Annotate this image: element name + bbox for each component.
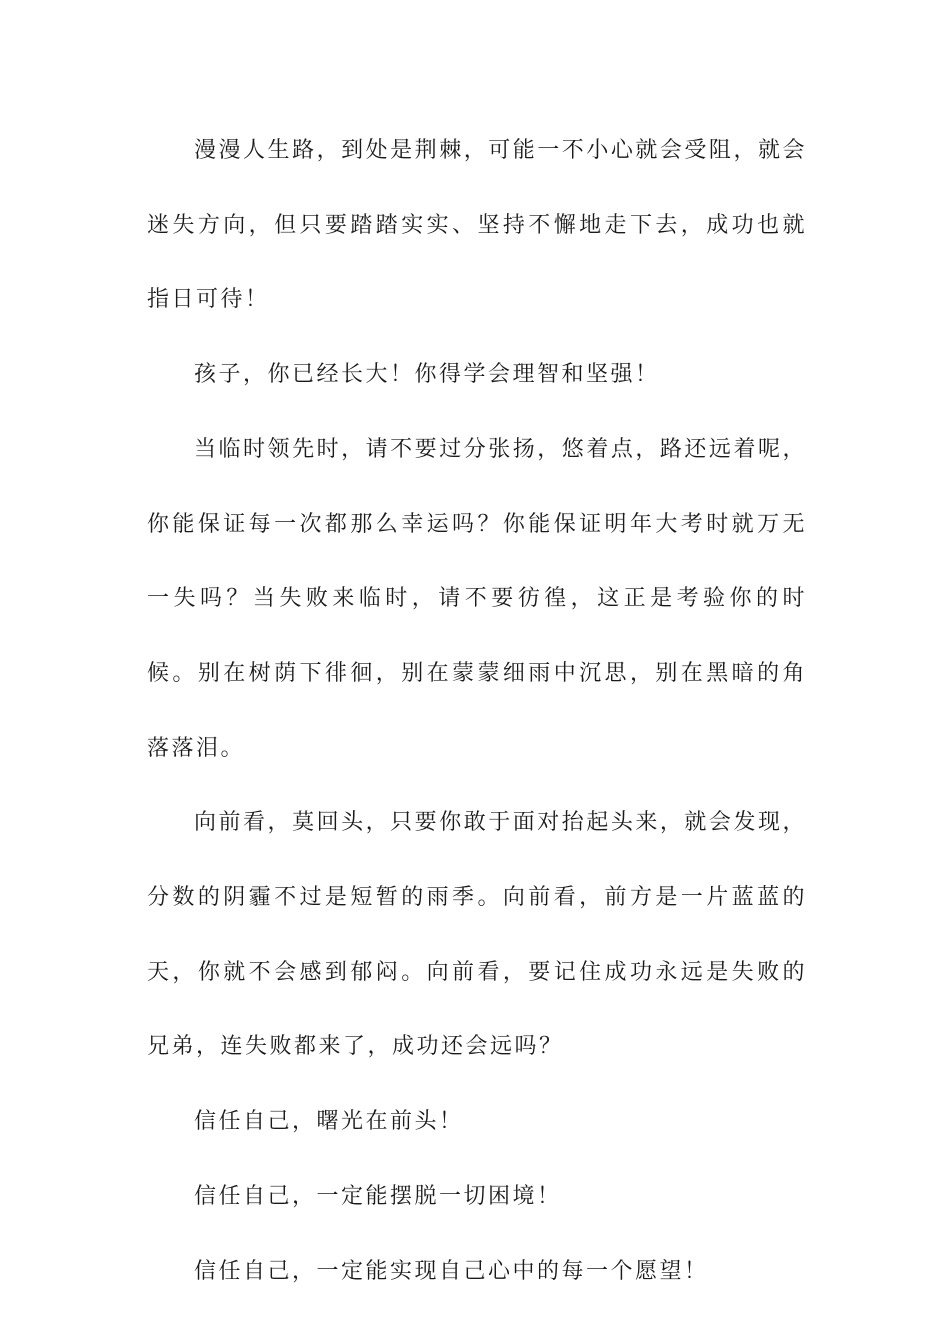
paragraph: 信任自己，一定能实现自己心中的每一个愿望！	[194, 1258, 709, 1284]
paragraph: 孩子，你已经长大！你得学会理智和坚强！	[194, 362, 660, 388]
document-body	[147, 114, 807, 1309]
paragraph: 漫漫人生路，到处是荆棘，可能一不小心就会受阻，就会迷失方向，但只要踏踏实实、坚持不懈地走下去，成功也就指日可待！	[147, 138, 807, 313]
paragraph: 向前看，莫回头，只要你敢于面对抬起头来，就会发现，分数的阴霾不过是短暂的雨季。向前看，前方是一片蓝蓝的天，你就不会感到郁闷。向前看，要记住成功永远是失败的兄弟，连失败都来了，成功还会远吗？	[147, 810, 807, 1060]
paragraph: 信任自己，曙光在前头！	[194, 1109, 464, 1135]
paragraph: 信任自己，一定能摆脱一切困境！	[194, 1183, 562, 1209]
paragraph: 当临时领先时，请不要过分张扬，悠着点，路还远着呢，你能保证每一次都那么幸运吗？你能保证明年大考时就万无一失吗？当失败来临时，请不要彷徨，这正是考验你的时候。别在树荫下徘徊，别在蒙蒙细雨中沉思，别在黑暗的角落落泪。	[147, 436, 807, 761]
